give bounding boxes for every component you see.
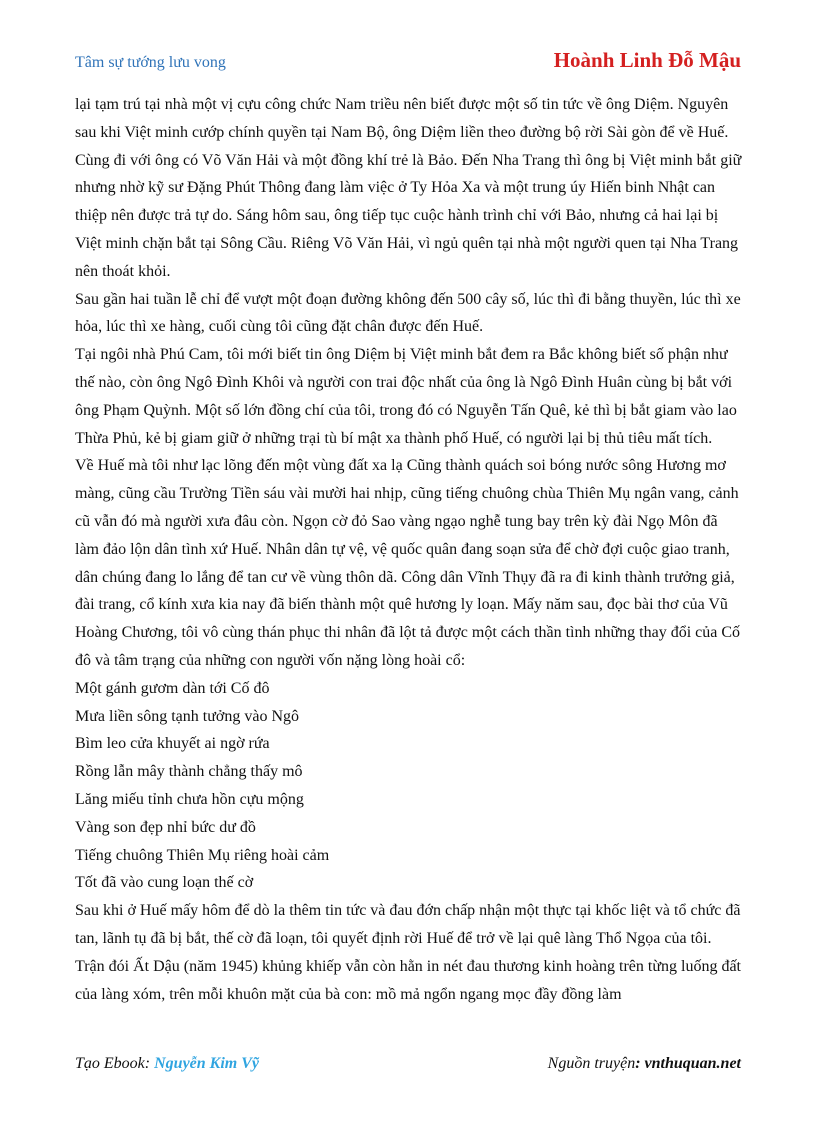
poem-line: Bìm leo cửa khuyết ai ngờ rứa xyxy=(75,735,270,753)
paragraph: Về Huế mà tôi như lạc lõng đến một vùng đất xa lạ Cũng thành quách soi bóng nước sông Hương mơ màng, cũng cầu Trường Tiền sáu vài mười hai nhịp, cũng tiếng chuông chùa Thiên Mụ ngân vang, cảnh cũ vẫn đó mà người xưa đâu còn. Ngọn cờ đỏ Sao vàng ngạo nghễ tung bay trên kỳ đài Ngọ Môn đã làm đảo lộn dân tình xứ Huế. Nhân dân tự vệ, vệ quốc quân đang soạn sửa để chờ đợi cuộc giao tranh, dân chúng đang lo lắng để tan cư về vùng thôn dã. Công dân Vĩnh Thụy đã ra đi kinh thành trưởng giả, đài trang, cổ kính xưa kia nay đã biến thành một quê hương ly loạn. Mấy năm sau, đọc bài thơ của Vũ Hoàng Chương, tôi vô cùng thán phục thi nhân đã lột tả được một cách thần tình những thay đổi của Cố đô và tâm trạng của những con người vốn nặng lòng hoài cổ: xyxy=(75,457,741,669)
poem-line: Tốt đã vào cung loạn thế cờ xyxy=(75,874,254,892)
paragraph: lại tạm trú tại nhà một vị cựu công chức Nam triều nên biết được một số tin tức về ông Diệm. Nguyên sau khi Việt minh cướp chính quyền tại Nam Bộ, ông Diệm liền theo đường bộ rời Sài gòn để về Huế. Cùng đi với ông có Võ Văn Hải và một đồng khí trẻ là Bảo. Đến Nha Trang thì ông bị Việt minh bắt giữ nhưng nhờ kỹ sư Đặng Phút Thông đang làm việc ở Ty Hỏa Xa và một trung úy Hiến binh Nhật can thiệp nên được trả tự do. Sáng hôm sau, ông tiếp tục cuộc hành trình chỉ với Bảo, nhưng cả hai lại bị Việt minh chặn bắt tại Sông Cầu. Riêng Võ Văn Hải, vì ngủ quên tại nhà một người quen tại Nha Trang nên thoát khỏi. xyxy=(75,96,742,280)
ebook-creator-name: Nguyễn Kim Vỹ xyxy=(154,1055,259,1072)
author-name: Hoành Linh Đỗ Mậu xyxy=(553,48,741,72)
poem-line: Lăng miếu tỉnh chưa hồn cựu mộng xyxy=(75,790,304,808)
page-body xyxy=(75,91,743,1008)
poem-line: Vàng son đẹp nhỉ bức dư đồ xyxy=(75,818,256,836)
paragraph: Sau gần hai tuần lễ chỉ để vượt một đoạn đường không đến 500 cây số, lúc thì đi bằng thuyền, lúc thì xe hỏa, lúc thì xe hàng, cuối cùng tôi cũng đặt chân được đến Huế. xyxy=(75,290,741,336)
page-header xyxy=(75,48,741,78)
ebook-separator: : xyxy=(144,1055,155,1072)
source-label: Nguồn truyện xyxy=(547,1055,636,1072)
paragraph: Sau khi ở Huế mấy hôm để dò la thêm tin tức và đau đớn chấp nhận một thực tại khốc liệt và tổ chức đã tan, lãnh tụ đã bị bắt, thế cờ đã loạn, tôi quyết định rời Huế để trở về lại quê làng Thổ Ngọa của tôi. Trận đói Ất Dậu (năm 1945) khủng khiếp vẫn còn hằn in nét đau thương kinh hoàng trên từng luống đất của làng xóm, trên mỗi khuôn mặt của bà con: mồ mả ngổn ngang mọc đầy đồng làm xyxy=(75,902,741,1003)
poem-line: Một gánh gươm dàn tới Cố đô xyxy=(75,679,270,697)
page-footer xyxy=(75,1055,741,1079)
ebook-credit xyxy=(75,1055,259,1073)
poem-line: Mưa liền sông tạnh tưởng vào Ngô xyxy=(75,707,299,725)
book-title: Tâm sự tướng lưu vong xyxy=(75,54,226,71)
ebook-label: Tạo Ebook xyxy=(75,1055,145,1072)
paragraph: Tại ngôi nhà Phú Cam, tôi mới biết tin ông Diệm bị Việt minh bắt đem ra Bắc không biết số phận như thế nào, còn ông Ngô Đình Khôi và người con trai độc nhất của ông là Ngô Đình Huân cùng bị bắt với ông Phạm Quỳnh. Một số lớn đồng chí của tôi, trong đó có Nguyễn Tấn Quê, kẻ thì bị bắt giam vào lao Thừa Phủ, kẻ bị giam giữ ở những trại tù bí mật xa thành phố Huế, có người lại bị thủ tiêu mất tích. xyxy=(75,346,737,447)
poem-line: Tiếng chuông Thiên Mụ riêng hoài cảm xyxy=(75,846,330,864)
poem-line: Rồng lẫn mây thành chẳng thấy mô xyxy=(75,763,303,781)
source-separator: : xyxy=(635,1055,645,1072)
source-site: vnthuquan.net xyxy=(644,1055,741,1072)
source-credit xyxy=(548,1055,741,1073)
